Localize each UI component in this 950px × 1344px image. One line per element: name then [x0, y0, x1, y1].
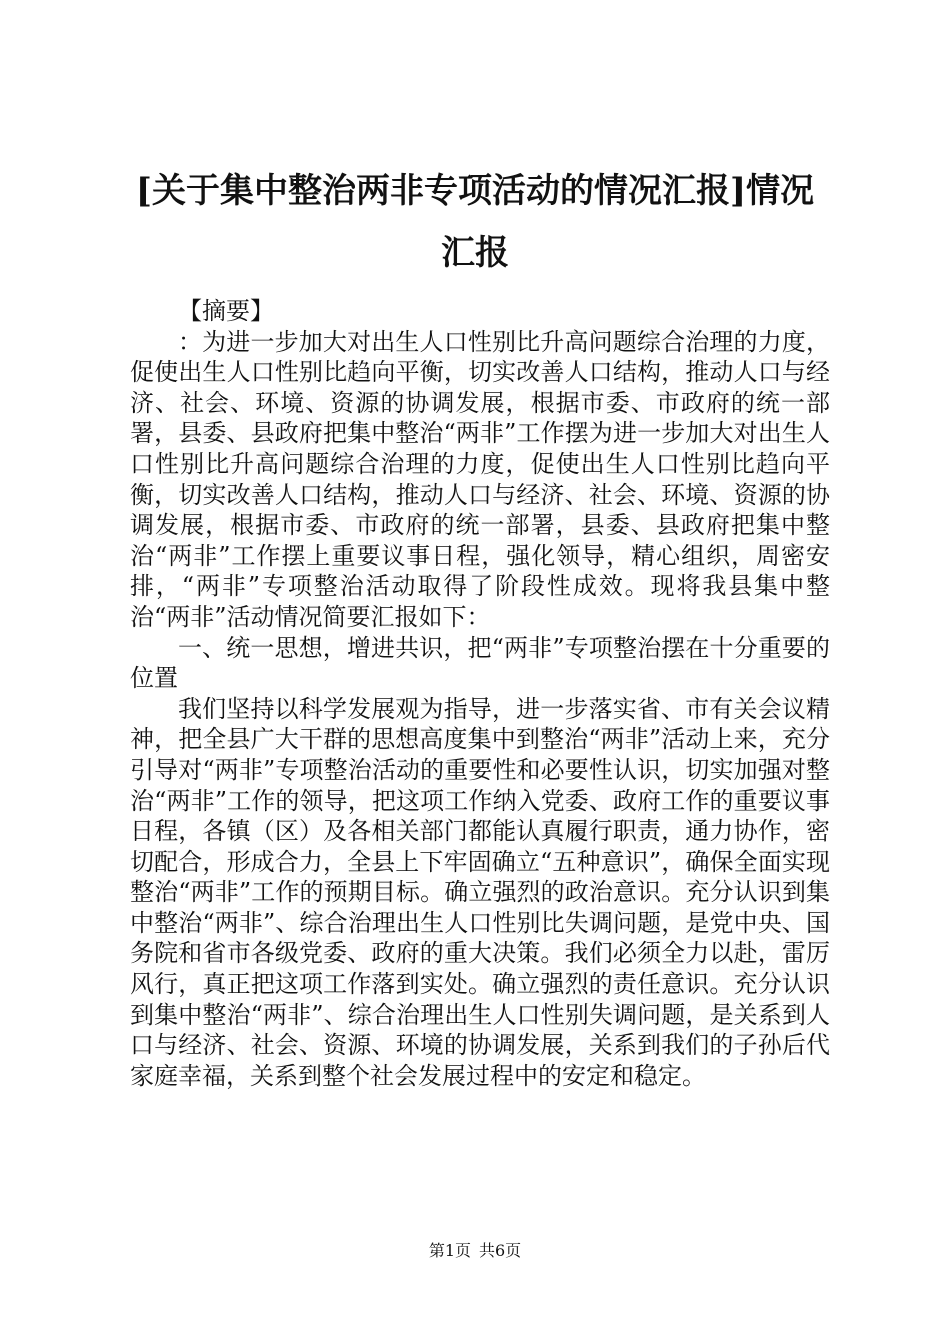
paragraph-section-1: 我们坚持以科学发展观为指导，进一步落实省、市有关会议精神，把全县广大干群的思想高度集中到整治“两非”活动上来，充分引导对“两非”专项整治活动的重要性和必要性认识，切实加强对整治“两非”工作的领导，把这项工作纳入党委、政府工作的重要议事日程，各镇（区）及各相关部门都能认真履行职责，通力协作，密切配合，形成合力，全县上下牢固确立“五种意识”，确保全面实现整治“两非”工作的预期目标。确立强烈的政治意识。充分认识到集中整治“两非”、综合治理出生人口性别比失调问题，是党中央、国务院和省市各级党委、政府的重大决策。我们必须全力以赴，雷厉风行，真正把这项工作落到实处。确立强烈的责任意识。充分认识到集中整治“两非”、综合治理出生人口性别失调问题，是关系到人口与经济、社会、资源、环境的协调发展，关系到我们的子孙后代家庭幸福，关系到整个社会发展过程中的安定和稳定。	[130, 694, 830, 1090]
title-line-1: [关于集中整治两非专项活动的情况汇报]情况	[135, 171, 815, 211]
abstract-label: 【摘要】	[178, 297, 274, 325]
paragraph-abstract: ：为进一步加大对出生人口性别比升高问题综合治理的力度，促使出生人口性别比趋向平衡，切实改善人口结构，推动人口与经济、社会、环境、资源的协调发展，根据市委、市政府的统一部署，县委、县政府把集中整治“两非”工作摆为进一步加大对出生人口性别比升高问题综合治理的力度，促使出生人口性别比趋向平衡，切实改善人口结构，推动人口与经济、社会、环境、资源的协调发展，根据市委、市政府的统一部署，县委、县政府把集中整治“两非”工作摆上重要议事日程，强化领导，精心组织，周密安排，“两非”专项整治活动取得了阶段性成效。现将我县集中整治“两非”活动情况简要汇报如下：	[130, 327, 830, 631]
page-total: 共6页	[479, 1241, 522, 1260]
document-body	[130, 296, 830, 1091]
section-heading-1: 一、统一思想，增进共识，把“两非”专项整治摆在十分重要的位置	[130, 633, 830, 693]
title-line-2: 汇报	[441, 233, 509, 273]
document-title	[110, 160, 840, 284]
page-number: 第1页	[428, 1241, 471, 1260]
page-footer	[0, 1240, 950, 1262]
